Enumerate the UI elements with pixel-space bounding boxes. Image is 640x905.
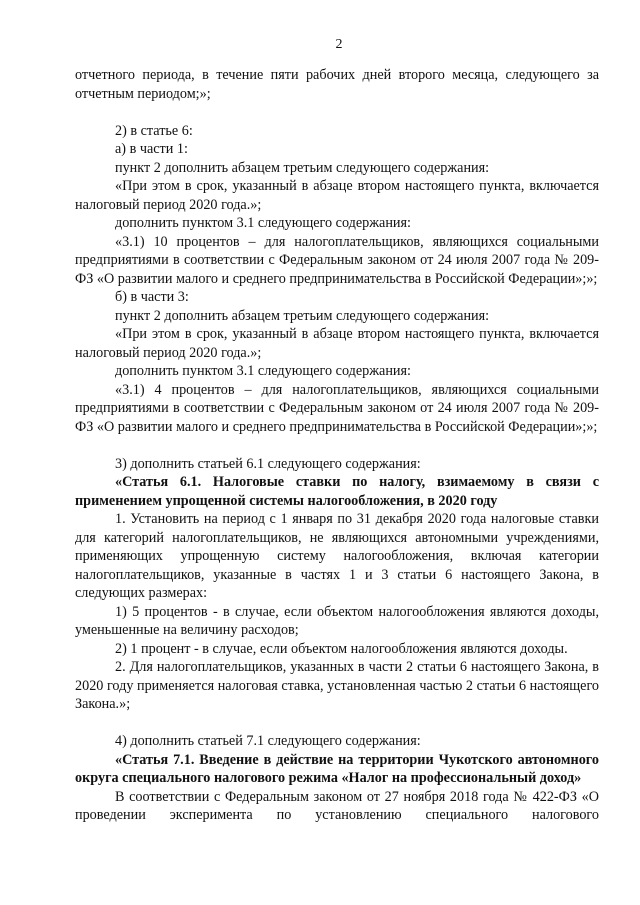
document-body	[75, 66, 599, 825]
list-item: 1) 5 процентов - в случае, если объектом налогообложения являются доходы, уменьшенные на величину расходов;	[75, 603, 599, 638]
paragraph: 1. Установить на период с 1 января по 31 декабря 2020 года налоговые ставки для категорий налогоплательщиков, не являющихся автономными учреждениями, применяющих упрощенную систему налогообложения, включая категории налогоплательщиков, указанные в частях 1 и 3 статьи 6 настоящего Закона, в следующих размерах:	[75, 511, 599, 601]
article-heading: «Статья 7.1. Введение в действие на территории Чукотского автономного округа специального налогового режима «Налог на профессиональный доход»	[75, 751, 599, 786]
list-item: б) в части 3:	[115, 289, 189, 305]
paragraph: «3.1) 10 процентов – для налогоплательщиков, являющихся социальными предприятиями в соответствии с Федеральным законом от 24 июля 2007 года № 209-ФЗ «О развитии малого и среднего предпринимательства в Российской Федерации»;»;	[75, 233, 599, 287]
list-item: 4) дополнить статьей 7.1 следующего содержания:	[115, 733, 421, 749]
paragraph: В соответствии с Федеральным законом от 27 ноября 2018 года № 422-ФЗ «О проведении эксперимента по установлению специального налогового	[75, 788, 599, 823]
paragraph-gap	[75, 436, 599, 455]
paragraph: пункт 2 дополнить абзацем третьим следующего содержания:	[115, 307, 490, 324]
article-heading: «Статья 6.1. Налоговые ставки по налогу, взимаемому в связи с применением упрощенной системы налогообложения, в 2020 году	[75, 474, 599, 509]
paragraph: «3.1) 4 процентов – для налогоплательщиков, являющихся социальными предприятиями в соответствии с Федеральным законом от 24 июля 2007 года № 209-ФЗ «О развитии малого и среднего предпринимательства в Российской Федерации»;»;	[75, 381, 599, 435]
paragraph: пункт 2 дополнить абзацем третьим следующего содержания:	[115, 159, 490, 176]
paragraph: «При этом в срок, указанный в абзаце втором настоящего пункта, включается налоговый период 2020 года.»;	[75, 326, 599, 361]
paragraph-gap	[75, 714, 599, 733]
paragraph: 2. Для налогоплательщиков, указанных в части 2 статьи 6 настоящего Закона, в 2020 году применяется налоговая ставка, установленная частью 2 статьи 6 настоящего Закона.»;	[75, 659, 599, 712]
paragraph-gap	[75, 103, 599, 122]
list-item: 2) 1 процент - в случае, если объектом налогообложения являются доходы.	[115, 640, 568, 657]
page-number: 2	[335, 37, 343, 52]
paragraph: дополнить пунктом 3.1 следующего содержания:	[115, 363, 411, 379]
list-item: а) в части 1:	[115, 141, 188, 157]
paragraph: отчетного периода, в течение пяти рабочих дней второго месяца, следующего за отчетным периодом;»;	[75, 67, 599, 102]
list-item: 2) в статье 6:	[115, 122, 193, 139]
paragraph: дополнить пунктом 3.1 следующего содержания:	[115, 215, 411, 231]
list-item: 3) дополнить статьей 6.1 следующего содержания:	[115, 455, 421, 472]
paragraph: «При этом в срок, указанный в абзаце втором настоящего пункта, включается налоговый период 2020 года.»;	[75, 178, 599, 213]
